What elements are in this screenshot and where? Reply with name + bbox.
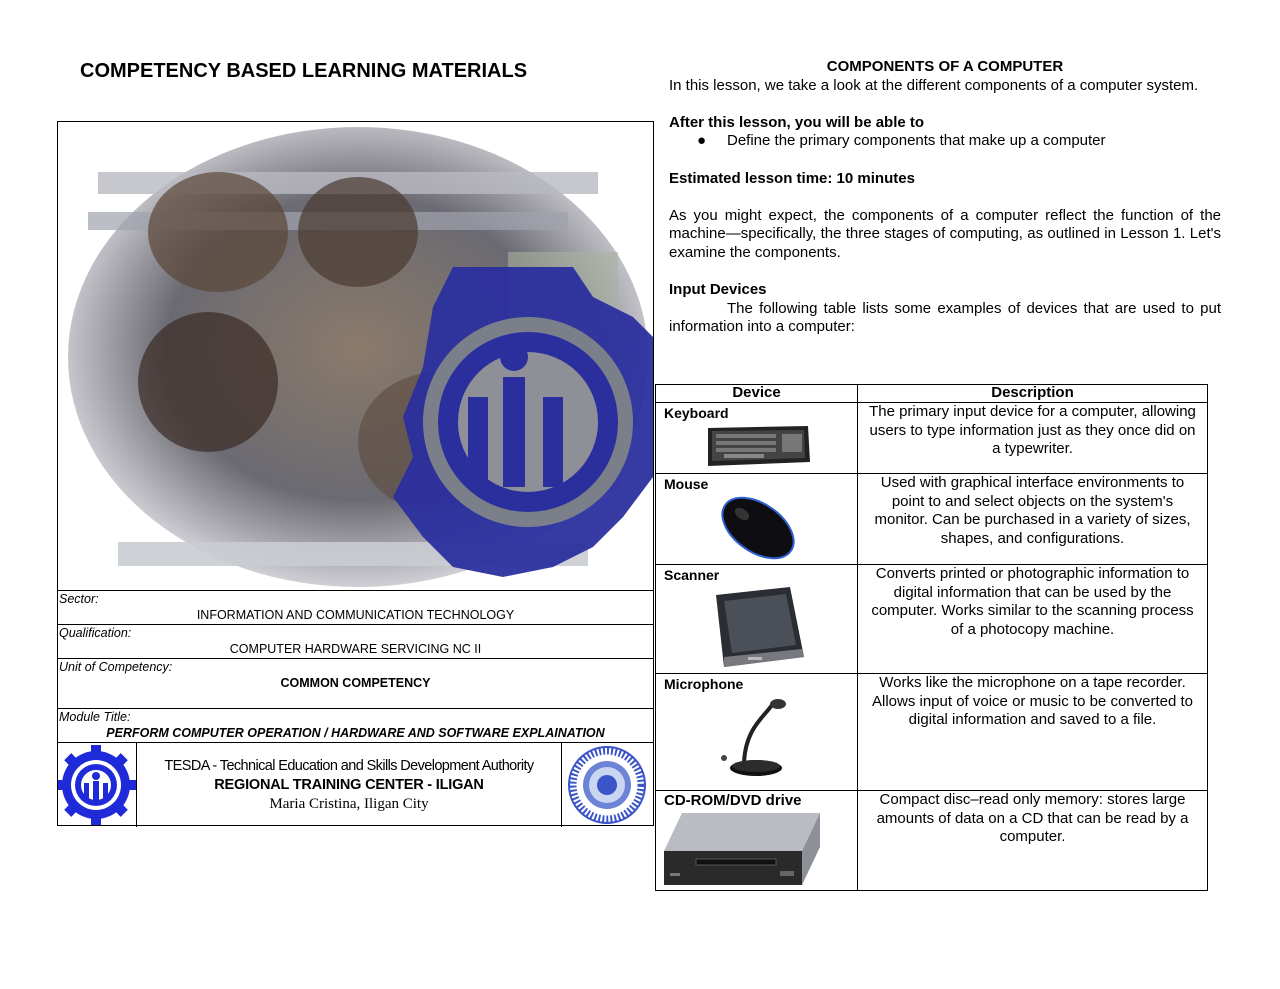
device-name: Mouse — [664, 476, 709, 492]
tesda-logo — [58, 743, 137, 827]
objective-text: Define the primary components that make up a computer — [727, 132, 1106, 150]
qualification-row — [58, 624, 653, 658]
unit-label: Unit of Competency: — [59, 660, 173, 674]
keyboard-image — [704, 422, 812, 474]
device-description: Converts printed or photographic information to digital information that can be used by the computer. Works similar to the scanning process of a photocopy machine. — [871, 565, 1194, 638]
cover-collage-image — [58, 122, 653, 590]
sector-row — [58, 590, 653, 624]
bullet-icon: ● — [697, 132, 707, 150]
table-row — [656, 564, 1207, 673]
sector-label: Sector: — [59, 592, 99, 606]
qualification-value: COMPUTER HARDWARE SERVICING NC II — [229, 642, 482, 656]
device-description: Compact disc–read only memory: stores large amounts of data on a CD that can be read by a computer. — [876, 791, 1189, 846]
components-paragraph: As you might expect, the components of a computer reflect the function of the machine—specifically, the three stages of computing, as outlined in Lesson 1. Let's examine the components. — [669, 206, 1221, 261]
org-line1: TESDA - Technical Education and Skills Development Authority — [164, 758, 534, 774]
section-title: COMPONENTS OF A COMPUTER — [826, 58, 1064, 75]
unit-value: COMMON COMPETENCY — [280, 676, 431, 690]
ict-seal-logo — [561, 743, 653, 827]
qualification-label: Qualification: — [59, 626, 132, 640]
table-row — [656, 673, 1207, 790]
device-name: Scanner — [664, 567, 720, 583]
organization-block — [137, 743, 561, 827]
device-name: Keyboard — [664, 405, 729, 421]
scanner-image — [710, 585, 808, 673]
header-device: Device — [656, 385, 858, 402]
org-line3: Maria Cristina, Iligan City — [269, 796, 429, 812]
device-description: The primary input device for a computer, allowing users to type information just as they once did on a typewriter. — [869, 403, 1196, 458]
table-row — [656, 790, 1207, 890]
module-row — [58, 708, 653, 742]
mouse-image — [714, 492, 800, 566]
sector-value: INFORMATION AND COMMUNICATION TECHNOLOGY — [196, 608, 515, 622]
objectives-heading: After this lesson, you will be able to — [669, 113, 925, 131]
cd-dvd-drive-image — [662, 811, 822, 891]
device-description: Used with graphical interface environments to point to and select objects on the system's monitor. Can be purchased in a variety of sizes, shapes, and configurations. — [874, 474, 1191, 547]
org-line2: REGIONAL TRAINING CENTER - ILIGAN — [214, 777, 484, 793]
module-value: PERFORM COMPUTER OPERATION / HARDWARE AND SOFTWARE EXPLAINATION — [106, 726, 605, 740]
device-name: CD-ROM/DVD drive — [664, 792, 802, 809]
lesson-time: Estimated lesson time: 10 minutes — [669, 169, 915, 187]
intro-paragraph: In this lesson, we take a look at the different components of a computer system. — [669, 76, 1199, 94]
table-row — [656, 402, 1207, 473]
unit-row — [58, 658, 653, 708]
microphone-image — [706, 696, 806, 788]
objective-item — [669, 132, 1221, 151]
input-devices-table — [655, 384, 1208, 891]
input-devices-heading: Input Devices — [669, 281, 767, 299]
device-description: Works like the microphone on a tape recorder. Allows input of voice or music to be converted to digital information and saved to a file. — [872, 674, 1193, 729]
lesson-content — [669, 58, 1221, 337]
footer-row — [58, 742, 653, 827]
page-title: COMPETENCY BASED LEARNING MATERIALS — [80, 60, 528, 82]
table-header — [656, 385, 1207, 402]
cover-panel — [57, 121, 654, 826]
module-label: Module Title: — [59, 710, 131, 724]
header-description: Description — [991, 384, 1074, 401]
table-row — [656, 473, 1207, 564]
input-devices-text: The following table lists some examples of devices that are used to put information into a computer: — [669, 299, 1221, 336]
device-name: Microphone — [664, 676, 744, 692]
